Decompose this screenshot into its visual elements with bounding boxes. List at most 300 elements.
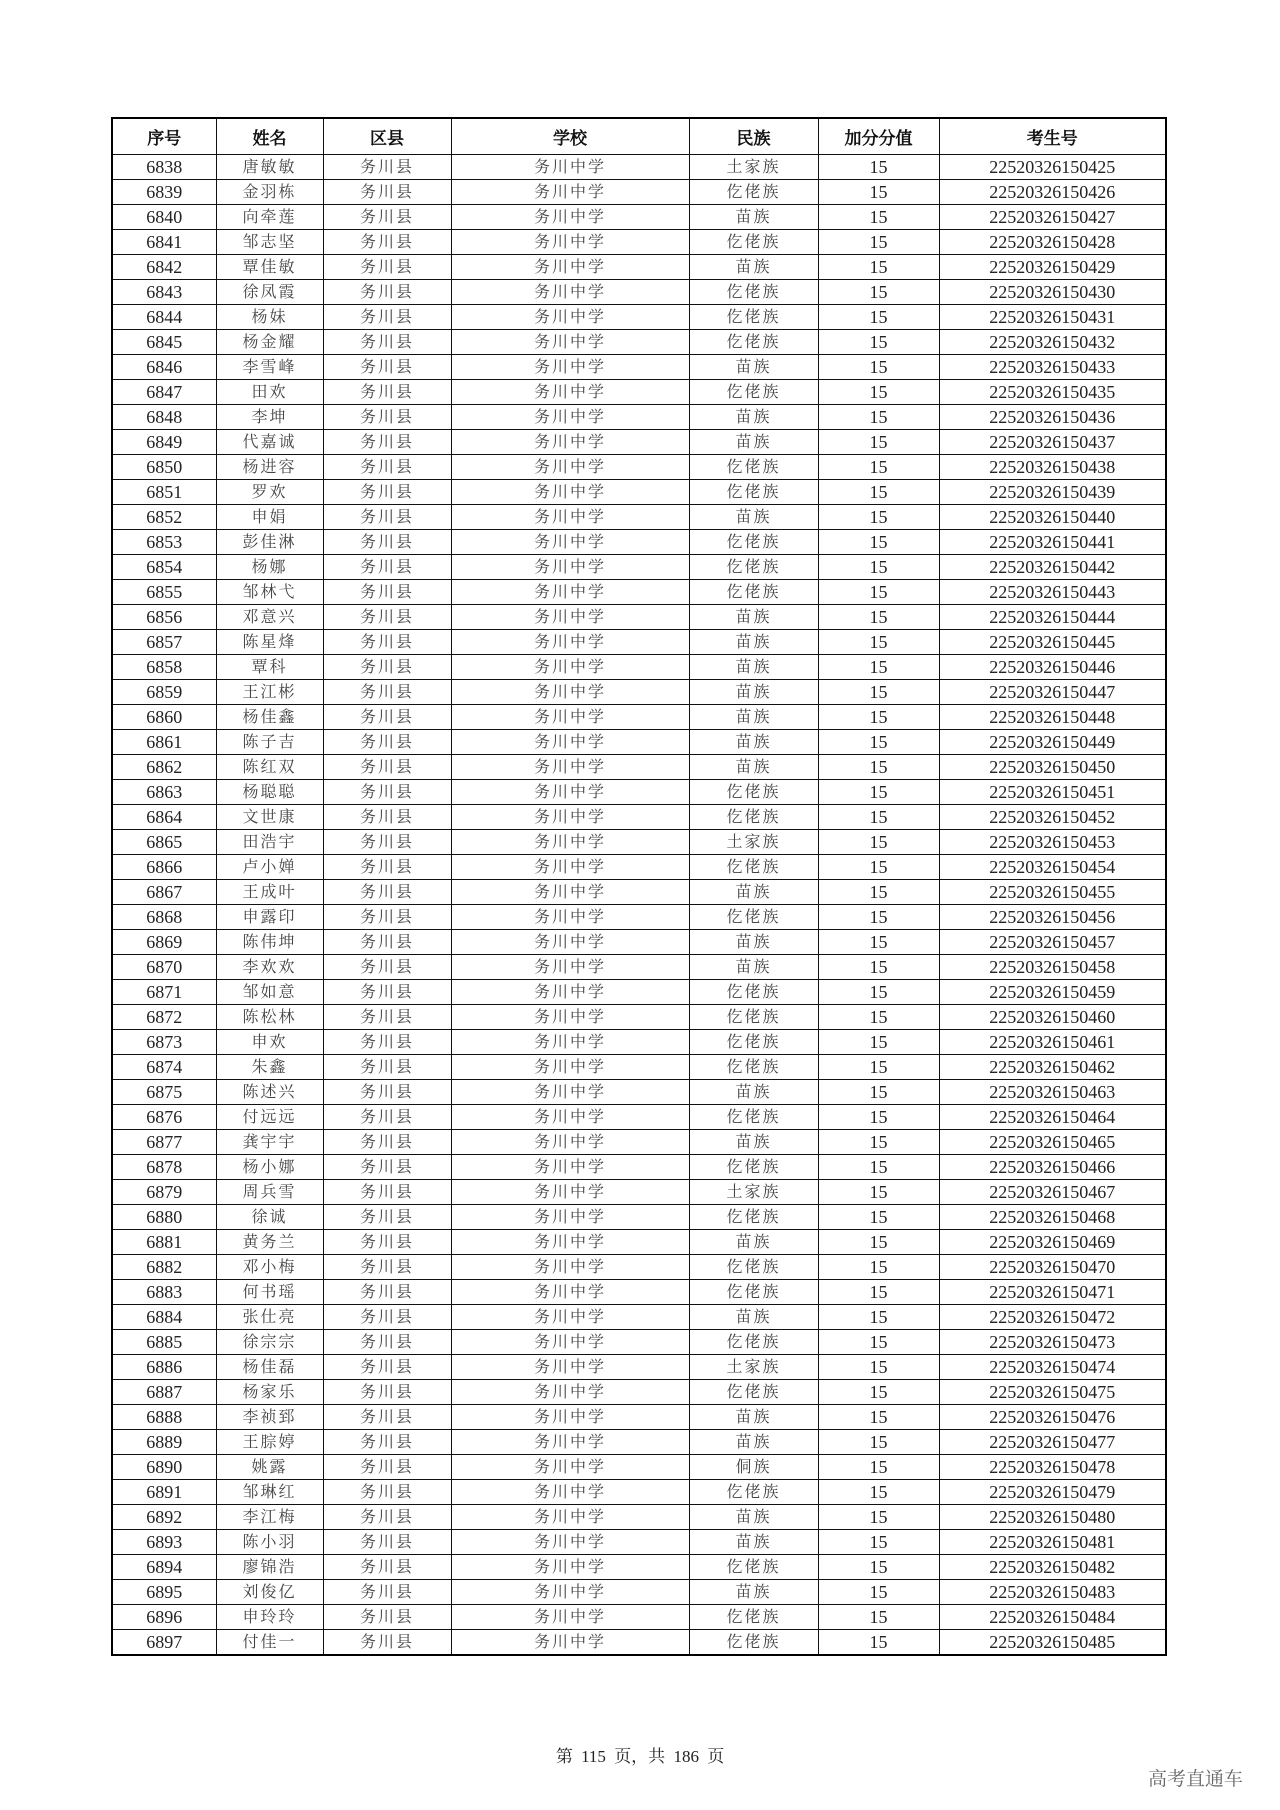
cell-bonus: 15 (818, 405, 939, 430)
table-body (112, 155, 1166, 1656)
cell-name: 陈伟坤 (216, 930, 323, 955)
cell-bonus: 15 (818, 455, 939, 480)
table-row (112, 780, 1166, 805)
cell-ethnicity: 苗族 (689, 1505, 818, 1530)
cell-bonus: 15 (818, 480, 939, 505)
cell-school: 务川中学 (451, 180, 689, 205)
table-row (112, 1055, 1166, 1080)
cell-exam-id: 22520326150427 (939, 205, 1166, 230)
cell-bonus: 15 (818, 580, 939, 605)
cell-index: 6889 (112, 1430, 216, 1455)
cell-bonus: 15 (818, 630, 939, 655)
cell-bonus: 15 (818, 680, 939, 705)
cell-index: 6867 (112, 880, 216, 905)
cell-bonus: 15 (818, 655, 939, 680)
cell-index: 6873 (112, 1030, 216, 1055)
cell-ethnicity: 苗族 (689, 730, 818, 755)
table-row (112, 1155, 1166, 1180)
cell-index: 6884 (112, 1305, 216, 1330)
cell-county: 务川县 (323, 880, 451, 905)
cell-name: 杨家乐 (216, 1380, 323, 1405)
cell-exam-id: 22520326150468 (939, 1205, 1166, 1230)
cell-bonus: 15 (818, 1305, 939, 1330)
cell-index: 6846 (112, 355, 216, 380)
cell-county: 务川县 (323, 1380, 451, 1405)
cell-bonus: 15 (818, 1180, 939, 1205)
table-row (112, 205, 1166, 230)
table-row (112, 1430, 1166, 1455)
table-row (112, 680, 1166, 705)
cell-school: 务川中学 (451, 630, 689, 655)
cell-name: 王江彬 (216, 680, 323, 705)
cell-ethnicity: 仡佬族 (689, 1280, 818, 1305)
cell-school: 务川中学 (451, 1555, 689, 1580)
cell-school: 务川中学 (451, 655, 689, 680)
cell-county: 务川县 (323, 1030, 451, 1055)
cell-index: 6882 (112, 1255, 216, 1280)
cell-name: 卢小婵 (216, 855, 323, 880)
cell-school: 务川中学 (451, 730, 689, 755)
cell-index: 6842 (112, 255, 216, 280)
cell-index: 6885 (112, 1330, 216, 1355)
cell-name: 李欢欢 (216, 955, 323, 980)
cell-school: 务川中学 (451, 255, 689, 280)
cell-school: 务川中学 (451, 605, 689, 630)
cell-name: 覃科 (216, 655, 323, 680)
cell-ethnicity: 仡佬族 (689, 530, 818, 555)
table-row (112, 755, 1166, 780)
cell-ethnicity: 苗族 (689, 1405, 818, 1430)
cell-bonus: 15 (818, 1630, 939, 1656)
table-row (112, 1330, 1166, 1355)
cell-bonus: 15 (818, 1280, 939, 1305)
cell-name: 廖锦浩 (216, 1555, 323, 1580)
cell-index: 6850 (112, 455, 216, 480)
cell-name: 张仕亮 (216, 1305, 323, 1330)
cell-exam-id: 22520326150441 (939, 530, 1166, 555)
cell-school: 务川中学 (451, 855, 689, 880)
cell-index: 6894 (112, 1555, 216, 1580)
cell-county: 务川县 (323, 1055, 451, 1080)
cell-ethnicity: 苗族 (689, 405, 818, 430)
cell-county: 务川县 (323, 405, 451, 430)
cell-index: 6891 (112, 1480, 216, 1505)
cell-school: 务川中学 (451, 380, 689, 405)
cell-name: 徐凤霞 (216, 280, 323, 305)
cell-name: 姚露 (216, 1455, 323, 1480)
cell-exam-id: 22520326150430 (939, 280, 1166, 305)
cell-county: 务川县 (323, 780, 451, 805)
cell-county: 务川县 (323, 855, 451, 880)
cell-name: 唐敏敏 (216, 155, 323, 180)
cell-name: 申露印 (216, 905, 323, 930)
cell-exam-id: 22520326150469 (939, 1230, 1166, 1255)
cell-county: 务川县 (323, 580, 451, 605)
cell-exam-id: 22520326150478 (939, 1455, 1166, 1480)
cell-county: 务川县 (323, 180, 451, 205)
cell-county: 务川县 (323, 1255, 451, 1280)
cell-exam-id: 22520326150442 (939, 555, 1166, 580)
cell-school: 务川中学 (451, 1280, 689, 1305)
cell-ethnicity: 仡佬族 (689, 905, 818, 930)
cell-index: 6861 (112, 730, 216, 755)
cell-exam-id: 22520326150429 (939, 255, 1166, 280)
cell-school: 务川中学 (451, 330, 689, 355)
cell-exam-id: 22520326150450 (939, 755, 1166, 780)
cell-county: 务川县 (323, 1580, 451, 1605)
cell-name: 朱鑫 (216, 1055, 323, 1080)
cell-ethnicity: 土家族 (689, 155, 818, 180)
cell-exam-id: 22520326150428 (939, 230, 1166, 255)
cell-county: 务川县 (323, 1330, 451, 1355)
cell-school: 务川中学 (451, 280, 689, 305)
cell-school: 务川中学 (451, 1480, 689, 1505)
cell-index: 6858 (112, 655, 216, 680)
cell-index: 6864 (112, 805, 216, 830)
cell-ethnicity: 仡佬族 (689, 805, 818, 830)
cell-exam-id: 22520326150426 (939, 180, 1166, 205)
cell-name: 罗欢 (216, 480, 323, 505)
cell-exam-id: 22520326150466 (939, 1155, 1166, 1180)
cell-school: 务川中学 (451, 1505, 689, 1530)
cell-county: 务川县 (323, 455, 451, 480)
candidate-table (111, 117, 1167, 1656)
cell-ethnicity: 苗族 (689, 205, 818, 230)
current-page: 115 (581, 1747, 606, 1766)
cell-ethnicity: 仡佬族 (689, 1255, 818, 1280)
cell-ethnicity: 苗族 (689, 1530, 818, 1555)
cell-index: 6870 (112, 955, 216, 980)
cell-county: 务川县 (323, 755, 451, 780)
table-row (112, 530, 1166, 555)
cell-county: 务川县 (323, 355, 451, 380)
cell-county: 务川县 (323, 1280, 451, 1305)
cell-name: 陈小羽 (216, 1530, 323, 1555)
table-row (112, 380, 1166, 405)
cell-bonus: 15 (818, 955, 939, 980)
cell-ethnicity: 仡佬族 (689, 555, 818, 580)
cell-ethnicity: 仡佬族 (689, 1105, 818, 1130)
header-school: 学校 (451, 118, 689, 155)
cell-index: 6893 (112, 1530, 216, 1555)
cell-name: 陈述兴 (216, 1080, 323, 1105)
cell-index: 6856 (112, 605, 216, 630)
table-row (112, 1355, 1166, 1380)
cell-school: 务川中学 (451, 1055, 689, 1080)
cell-name: 金羽栋 (216, 180, 323, 205)
cell-school: 务川中学 (451, 305, 689, 330)
cell-index: 6851 (112, 480, 216, 505)
cell-ethnicity: 土家族 (689, 830, 818, 855)
table-row (112, 1280, 1166, 1305)
cell-exam-id: 22520326150447 (939, 680, 1166, 705)
cell-county: 务川县 (323, 1180, 451, 1205)
cell-ethnicity: 仡佬族 (689, 380, 818, 405)
cell-name: 陈红双 (216, 755, 323, 780)
cell-bonus: 15 (818, 1330, 939, 1355)
watermark: 高考直通车 (1148, 1768, 1244, 1790)
table-row (112, 480, 1166, 505)
cell-name: 李江梅 (216, 1505, 323, 1530)
table-row (112, 1530, 1166, 1555)
cell-ethnicity: 侗族 (689, 1455, 818, 1480)
cell-county: 务川县 (323, 1405, 451, 1430)
cell-county: 务川县 (323, 680, 451, 705)
table-row (112, 805, 1166, 830)
cell-school: 务川中学 (451, 1080, 689, 1105)
cell-name: 邹志坚 (216, 230, 323, 255)
cell-exam-id: 22520326150456 (939, 905, 1166, 930)
header-name: 姓名 (216, 118, 323, 155)
cell-school: 务川中学 (451, 1130, 689, 1155)
cell-school: 务川中学 (451, 1430, 689, 1455)
page-label-prefix: 第 (555, 1747, 573, 1766)
cell-bonus: 15 (818, 180, 939, 205)
cell-county: 务川县 (323, 305, 451, 330)
cell-bonus: 15 (818, 505, 939, 530)
cell-bonus: 15 (818, 1430, 939, 1455)
cell-index: 6877 (112, 1130, 216, 1155)
cell-exam-id: 22520326150454 (939, 855, 1166, 880)
cell-name: 杨妹 (216, 305, 323, 330)
cell-bonus: 15 (818, 1005, 939, 1030)
table-row (112, 1580, 1166, 1605)
cell-bonus: 15 (818, 830, 939, 855)
cell-county: 务川县 (323, 955, 451, 980)
cell-county: 务川县 (323, 1555, 451, 1580)
cell-exam-id: 22520326150448 (939, 705, 1166, 730)
cell-index: 6844 (112, 305, 216, 330)
cell-name: 杨佳鑫 (216, 705, 323, 730)
cell-name: 徐诚 (216, 1205, 323, 1230)
cell-bonus: 15 (818, 755, 939, 780)
cell-exam-id: 22520326150432 (939, 330, 1166, 355)
cell-exam-id: 22520326150465 (939, 1130, 1166, 1155)
cell-bonus: 15 (818, 1605, 939, 1630)
table-row (112, 1480, 1166, 1505)
cell-exam-id: 22520326150463 (939, 1080, 1166, 1105)
cell-bonus: 15 (818, 255, 939, 280)
cell-name: 覃佳敏 (216, 255, 323, 280)
cell-ethnicity: 苗族 (689, 880, 818, 905)
cell-bonus: 15 (818, 1080, 939, 1105)
cell-ethnicity: 仡佬族 (689, 580, 818, 605)
cell-school: 务川中学 (451, 480, 689, 505)
cell-ethnicity: 苗族 (689, 505, 818, 530)
table-row (112, 1030, 1166, 1055)
cell-index: 6892 (112, 1505, 216, 1530)
cell-exam-id: 22520326150474 (939, 1355, 1166, 1380)
cell-index: 6887 (112, 1380, 216, 1405)
cell-bonus: 15 (818, 1505, 939, 1530)
cell-school: 务川中学 (451, 1205, 689, 1230)
cell-bonus: 15 (818, 905, 939, 930)
cell-county: 务川县 (323, 1630, 451, 1656)
cell-bonus: 15 (818, 330, 939, 355)
cell-bonus: 15 (818, 805, 939, 830)
table-row (112, 580, 1166, 605)
cell-name: 杨佳磊 (216, 1355, 323, 1380)
cell-ethnicity: 苗族 (689, 355, 818, 380)
cell-index: 6871 (112, 980, 216, 1005)
cell-exam-id: 22520326150485 (939, 1630, 1166, 1656)
table-row (112, 430, 1166, 455)
table-row (112, 555, 1166, 580)
cell-name: 王腙婷 (216, 1430, 323, 1455)
cell-index: 6849 (112, 430, 216, 455)
cell-exam-id: 22520326150477 (939, 1430, 1166, 1455)
cell-exam-id: 22520326150461 (939, 1030, 1166, 1055)
table-row (112, 630, 1166, 655)
cell-exam-id: 22520326150483 (939, 1580, 1166, 1605)
cell-bonus: 15 (818, 930, 939, 955)
cell-school: 务川中学 (451, 580, 689, 605)
cell-name: 王成叶 (216, 880, 323, 905)
cell-county: 务川县 (323, 555, 451, 580)
cell-school: 务川中学 (451, 905, 689, 930)
cell-county: 务川县 (323, 980, 451, 1005)
cell-county: 务川县 (323, 430, 451, 455)
cell-index: 6886 (112, 1355, 216, 1380)
cell-bonus: 15 (818, 1155, 939, 1180)
cell-bonus: 15 (818, 1555, 939, 1580)
cell-county: 务川县 (323, 730, 451, 755)
cell-ethnicity: 苗族 (689, 955, 818, 980)
cell-school: 务川中学 (451, 955, 689, 980)
cell-school: 务川中学 (451, 1005, 689, 1030)
cell-county: 务川县 (323, 1005, 451, 1030)
cell-index: 6841 (112, 230, 216, 255)
cell-name: 申欢 (216, 1030, 323, 1055)
cell-index: 6852 (112, 505, 216, 530)
cell-county: 务川县 (323, 1205, 451, 1230)
cell-exam-id: 22520326150470 (939, 1255, 1166, 1280)
table-row (112, 1130, 1166, 1155)
cell-school: 务川中学 (451, 780, 689, 805)
cell-name: 李坤 (216, 405, 323, 430)
cell-ethnicity: 仡佬族 (689, 455, 818, 480)
cell-ethnicity: 仡佬族 (689, 1380, 818, 1405)
page-label-mid: 页，共 (614, 1747, 666, 1766)
table-row (112, 655, 1166, 680)
cell-school: 务川中学 (451, 1355, 689, 1380)
cell-exam-id: 22520326150445 (939, 630, 1166, 655)
cell-county: 务川县 (323, 630, 451, 655)
cell-index: 6896 (112, 1605, 216, 1630)
cell-index: 6845 (112, 330, 216, 355)
cell-index: 6888 (112, 1405, 216, 1430)
cell-school: 务川中学 (451, 880, 689, 905)
table-header-row (112, 118, 1166, 155)
table-row (112, 1105, 1166, 1130)
cell-school: 务川中学 (451, 455, 689, 480)
table-row (112, 180, 1166, 205)
cell-exam-id: 22520326150453 (939, 830, 1166, 855)
cell-exam-id: 22520326150475 (939, 1380, 1166, 1405)
cell-name: 杨金耀 (216, 330, 323, 355)
cell-ethnicity: 仡佬族 (689, 1330, 818, 1355)
cell-school: 务川中学 (451, 705, 689, 730)
cell-bonus: 15 (818, 1255, 939, 1280)
cell-name: 付远远 (216, 1105, 323, 1130)
cell-exam-id: 22520326150480 (939, 1505, 1166, 1530)
cell-exam-id: 22520326150452 (939, 805, 1166, 830)
cell-bonus: 15 (818, 305, 939, 330)
cell-bonus: 15 (818, 1455, 939, 1480)
cell-index: 6855 (112, 580, 216, 605)
cell-ethnicity: 仡佬族 (689, 1030, 818, 1055)
cell-bonus: 15 (818, 280, 939, 305)
cell-ethnicity: 仡佬族 (689, 1630, 818, 1656)
cell-index: 6881 (112, 1230, 216, 1255)
cell-name: 陈松林 (216, 1005, 323, 1030)
table-row (112, 330, 1166, 355)
cell-name: 申玲玲 (216, 1605, 323, 1630)
table-row (112, 1455, 1166, 1480)
table-row (112, 1230, 1166, 1255)
cell-bonus: 15 (818, 430, 939, 455)
header-bonus: 加分分值 (818, 118, 939, 155)
cell-bonus: 15 (818, 855, 939, 880)
cell-index: 6848 (112, 405, 216, 430)
cell-exam-id: 22520326150460 (939, 1005, 1166, 1030)
cell-index: 6863 (112, 780, 216, 805)
table-row (112, 280, 1166, 305)
cell-exam-id: 22520326150457 (939, 930, 1166, 955)
cell-exam-id: 22520326150425 (939, 155, 1166, 180)
cell-index: 6883 (112, 1280, 216, 1305)
cell-exam-id: 22520326150443 (939, 580, 1166, 605)
cell-name: 徐宗宗 (216, 1330, 323, 1355)
cell-school: 务川中学 (451, 155, 689, 180)
cell-bonus: 15 (818, 1580, 939, 1605)
cell-county: 务川县 (323, 830, 451, 855)
header-exam-id: 考生号 (939, 118, 1166, 155)
cell-name: 向牵莲 (216, 205, 323, 230)
cell-index: 6865 (112, 830, 216, 855)
cell-county: 务川县 (323, 1480, 451, 1505)
cell-school: 务川中学 (451, 1630, 689, 1656)
header-index: 序号 (112, 118, 216, 155)
cell-school: 务川中学 (451, 1405, 689, 1430)
cell-name: 付佳一 (216, 1630, 323, 1656)
cell-county: 务川县 (323, 505, 451, 530)
cell-index: 6875 (112, 1080, 216, 1105)
table-row (112, 1505, 1166, 1530)
cell-index: 6880 (112, 1205, 216, 1230)
cell-name: 黄务兰 (216, 1230, 323, 1255)
cell-exam-id: 22520326150449 (939, 730, 1166, 755)
table-row (112, 155, 1166, 180)
cell-school: 务川中学 (451, 1030, 689, 1055)
cell-bonus: 15 (818, 1130, 939, 1155)
cell-bonus: 15 (818, 730, 939, 755)
cell-index: 6853 (112, 530, 216, 555)
table-row (112, 830, 1166, 855)
table-row (112, 1380, 1166, 1405)
cell-county: 务川县 (323, 1130, 451, 1155)
cell-bonus: 15 (818, 530, 939, 555)
cell-ethnicity: 苗族 (689, 255, 818, 280)
cell-ethnicity: 苗族 (689, 430, 818, 455)
cell-index: 6874 (112, 1055, 216, 1080)
cell-ethnicity: 仡佬族 (689, 230, 818, 255)
cell-bonus: 15 (818, 1205, 939, 1230)
cell-name: 杨进容 (216, 455, 323, 480)
cell-index: 6839 (112, 180, 216, 205)
cell-ethnicity: 苗族 (689, 930, 818, 955)
cell-ethnicity: 苗族 (689, 1080, 818, 1105)
